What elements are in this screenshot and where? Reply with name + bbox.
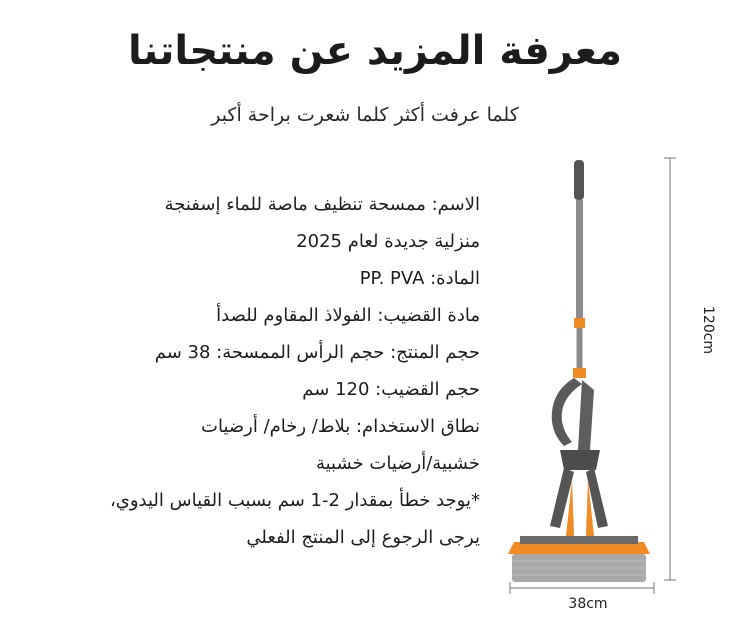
spec-line: نطاق الاستخدام: بلاط/ رخام/ أرضيات	[201, 416, 480, 437]
spec-line: حجم المنتج: حجم الرأس الممسحة: 38 سم	[154, 342, 480, 363]
mop-handle	[573, 160, 586, 378]
mop-head-bracket	[508, 536, 650, 554]
spec-line: خشبية/أرضيات خشبية	[315, 453, 480, 474]
spec-line: مادة القضيب: الفولاذ المقاوم للصدأ	[216, 305, 480, 326]
spec-line: منزلية جديدة لعام 2025	[296, 231, 480, 252]
width-dimension-line	[510, 582, 654, 594]
page-subtitle: كلما عرفت أكثر كلما شعرت براحة أكبر	[211, 104, 519, 126]
height-dimension-label: 120cm	[700, 306, 716, 355]
width-dimension-label: 38cm	[568, 596, 608, 612]
spec-line: يرجى الرجوع إلى المنتج الفعلي	[246, 527, 480, 548]
spec-list	[40, 186, 480, 556]
spec-line: الاسم: ممسحة تنظيف ماصة للماء إسفنجة	[164, 194, 480, 215]
mop-lever	[552, 378, 600, 470]
spec-line: المادة: PP. PVA	[359, 268, 480, 289]
mop-sponge	[512, 554, 646, 582]
spec-line: *يوجد خطأ بمقدار 2-1 سم بسبب القياس اليدوي،	[109, 490, 480, 511]
height-dimension-line	[664, 158, 676, 580]
mop-arms	[550, 468, 608, 536]
spec-line: حجم القضيب: 120 سم	[302, 379, 480, 400]
page-title: معرفة المزيد عن منتجاتنا	[128, 28, 622, 74]
mop-product-image	[490, 150, 730, 630]
